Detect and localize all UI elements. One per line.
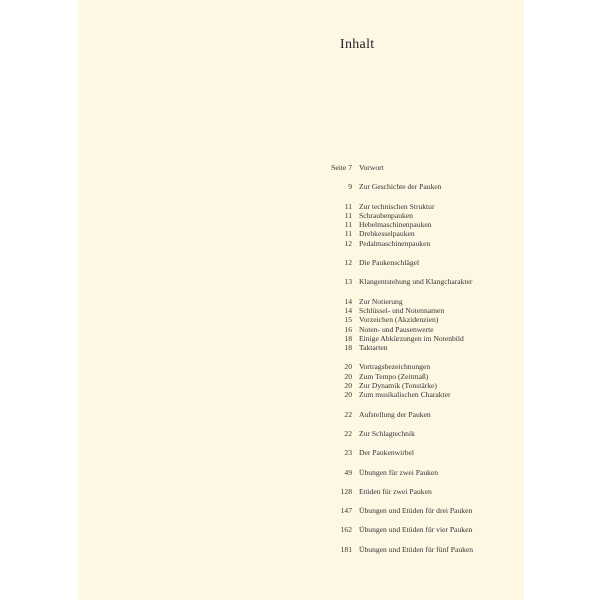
toc-entry xyxy=(78,229,524,238)
toc-entry xyxy=(78,334,524,343)
toc-entry xyxy=(78,545,524,554)
toc-page-number: 49 xyxy=(344,467,352,477)
toc-page-number: 23 xyxy=(344,448,352,458)
toc-page-number: 12 xyxy=(344,238,352,248)
toc-page-number: 18 xyxy=(344,333,352,343)
toc-page-number: 147 xyxy=(340,506,352,516)
toc-entry-title: Übungen und Etüden für fünf Pauken xyxy=(359,544,474,554)
page-title: Inhalt xyxy=(340,37,375,52)
toc-group xyxy=(78,487,524,496)
toc-entry xyxy=(78,211,524,220)
toc-entry xyxy=(78,325,524,334)
toc-page-number: 20 xyxy=(344,371,352,381)
toc-entry-title: Übungen für zwei Pauken xyxy=(359,467,439,477)
toc-page-number: 18 xyxy=(344,343,352,353)
table-of-contents xyxy=(78,163,524,564)
toc-entry-title: Zum musikalischen Charakter xyxy=(359,390,451,400)
toc-entry-title: Aufstellung der Pauken xyxy=(359,409,431,419)
toc-entry xyxy=(78,468,524,477)
toc-group xyxy=(78,202,524,248)
toc-page-number: 13 xyxy=(344,277,352,287)
toc-entry-title: Etüden für zwei Pauken xyxy=(359,486,432,496)
toc-page-number: 20 xyxy=(344,390,352,400)
toc-entry xyxy=(78,506,524,515)
toc-entry-title: Vortragsbezeichnungen xyxy=(359,362,431,372)
toc-group xyxy=(78,362,524,399)
toc-page-number: 128 xyxy=(340,486,352,496)
toc-page-number: 20 xyxy=(344,362,352,372)
toc-page-number: Seite 7 xyxy=(331,163,352,172)
toc-page-number: 11 xyxy=(344,229,352,239)
toc-group xyxy=(78,525,524,534)
toc-entry-title: Pedalmaschinenpauken xyxy=(359,238,431,248)
toc-entry-title: Noten- und Pausenwerte xyxy=(359,324,434,334)
toc-entry-title: Hebelmaschinenpauken xyxy=(359,220,432,230)
toc-page-number: 181 xyxy=(340,544,352,554)
toc-page-number: 16 xyxy=(344,324,352,334)
toc-entry-title: Zur Dynamik (Tonstärke) xyxy=(359,381,437,391)
toc-entry xyxy=(78,525,524,534)
toc-entry xyxy=(78,372,524,381)
book-page xyxy=(78,0,524,600)
toc-group xyxy=(78,410,524,419)
toc-group xyxy=(78,506,524,515)
toc-group xyxy=(78,258,524,267)
toc-entry xyxy=(78,163,524,172)
toc-entry-title: Schlüssel- und Notennamen xyxy=(359,305,445,315)
toc-entry xyxy=(78,182,524,191)
toc-entry-title: Zur Geschichte der Pauken xyxy=(359,182,442,192)
toc-group xyxy=(78,297,524,353)
toc-entry-title: Vorwort xyxy=(359,163,384,172)
toc-entry-title: Zur Schlagtechnik xyxy=(359,428,415,438)
toc-entry xyxy=(78,258,524,267)
toc-page-number: 20 xyxy=(344,381,352,391)
toc-entry-title: Übungen und Etüden für drei Pauken xyxy=(359,506,473,516)
toc-entry xyxy=(78,381,524,390)
toc-entry xyxy=(78,410,524,419)
toc-page-number: 15 xyxy=(344,315,352,325)
toc-group xyxy=(78,182,524,191)
toc-entry-title: Klangentstehung und Klangcharakter xyxy=(359,277,473,287)
toc-entry xyxy=(78,487,524,496)
toc-entry xyxy=(78,315,524,324)
toc-entry-title: Die Paukenschlägel xyxy=(359,258,420,268)
toc-page-number: 11 xyxy=(344,201,352,211)
toc-entry-title: Vorzeichen (Akzidenzien) xyxy=(359,315,439,325)
toc-entry-title: Zur Notierung xyxy=(359,296,403,306)
toc-entry-title: Taktarten xyxy=(359,343,388,353)
toc-page-number: 11 xyxy=(344,220,352,230)
toc-entry-title: Zum Tempo (Zeitmaß) xyxy=(359,371,429,381)
toc-entry-title: Zur technischen Struktur xyxy=(359,201,435,211)
toc-page-number: 11 xyxy=(344,210,352,220)
toc-page-number: 22 xyxy=(344,428,352,438)
toc-page-number: 162 xyxy=(340,525,352,535)
toc-entry xyxy=(78,306,524,315)
toc-entry xyxy=(78,362,524,371)
toc-page-number: 12 xyxy=(344,258,352,268)
toc-entry-title: Drehkesselpauken xyxy=(359,229,415,239)
toc-entry xyxy=(78,429,524,438)
toc-page-number: 14 xyxy=(344,296,352,306)
toc-entry xyxy=(78,448,524,457)
toc-group xyxy=(78,448,524,457)
toc-entry xyxy=(78,202,524,211)
toc-group xyxy=(78,163,524,172)
toc-entry xyxy=(78,239,524,248)
toc-entry xyxy=(78,277,524,286)
toc-entry xyxy=(78,297,524,306)
toc-page-number: 14 xyxy=(344,305,352,315)
toc-entry xyxy=(78,220,524,229)
toc-entry xyxy=(78,390,524,399)
toc-page-number: 9 xyxy=(348,182,352,192)
toc-entry-title: Der Paukenwirbel xyxy=(359,448,415,458)
toc-group xyxy=(78,277,524,286)
toc-group xyxy=(78,545,524,554)
toc-entry-title: Einige Abkürzungen im Notenbild xyxy=(359,333,464,343)
toc-entry-title: Übungen und Etüden für vier Pauken xyxy=(359,525,473,535)
toc-entry-title: Schraubenpauken xyxy=(359,210,413,220)
toc-page-number: 22 xyxy=(344,409,352,419)
toc-group xyxy=(78,468,524,477)
toc-group xyxy=(78,429,524,438)
toc-entry xyxy=(78,343,524,352)
